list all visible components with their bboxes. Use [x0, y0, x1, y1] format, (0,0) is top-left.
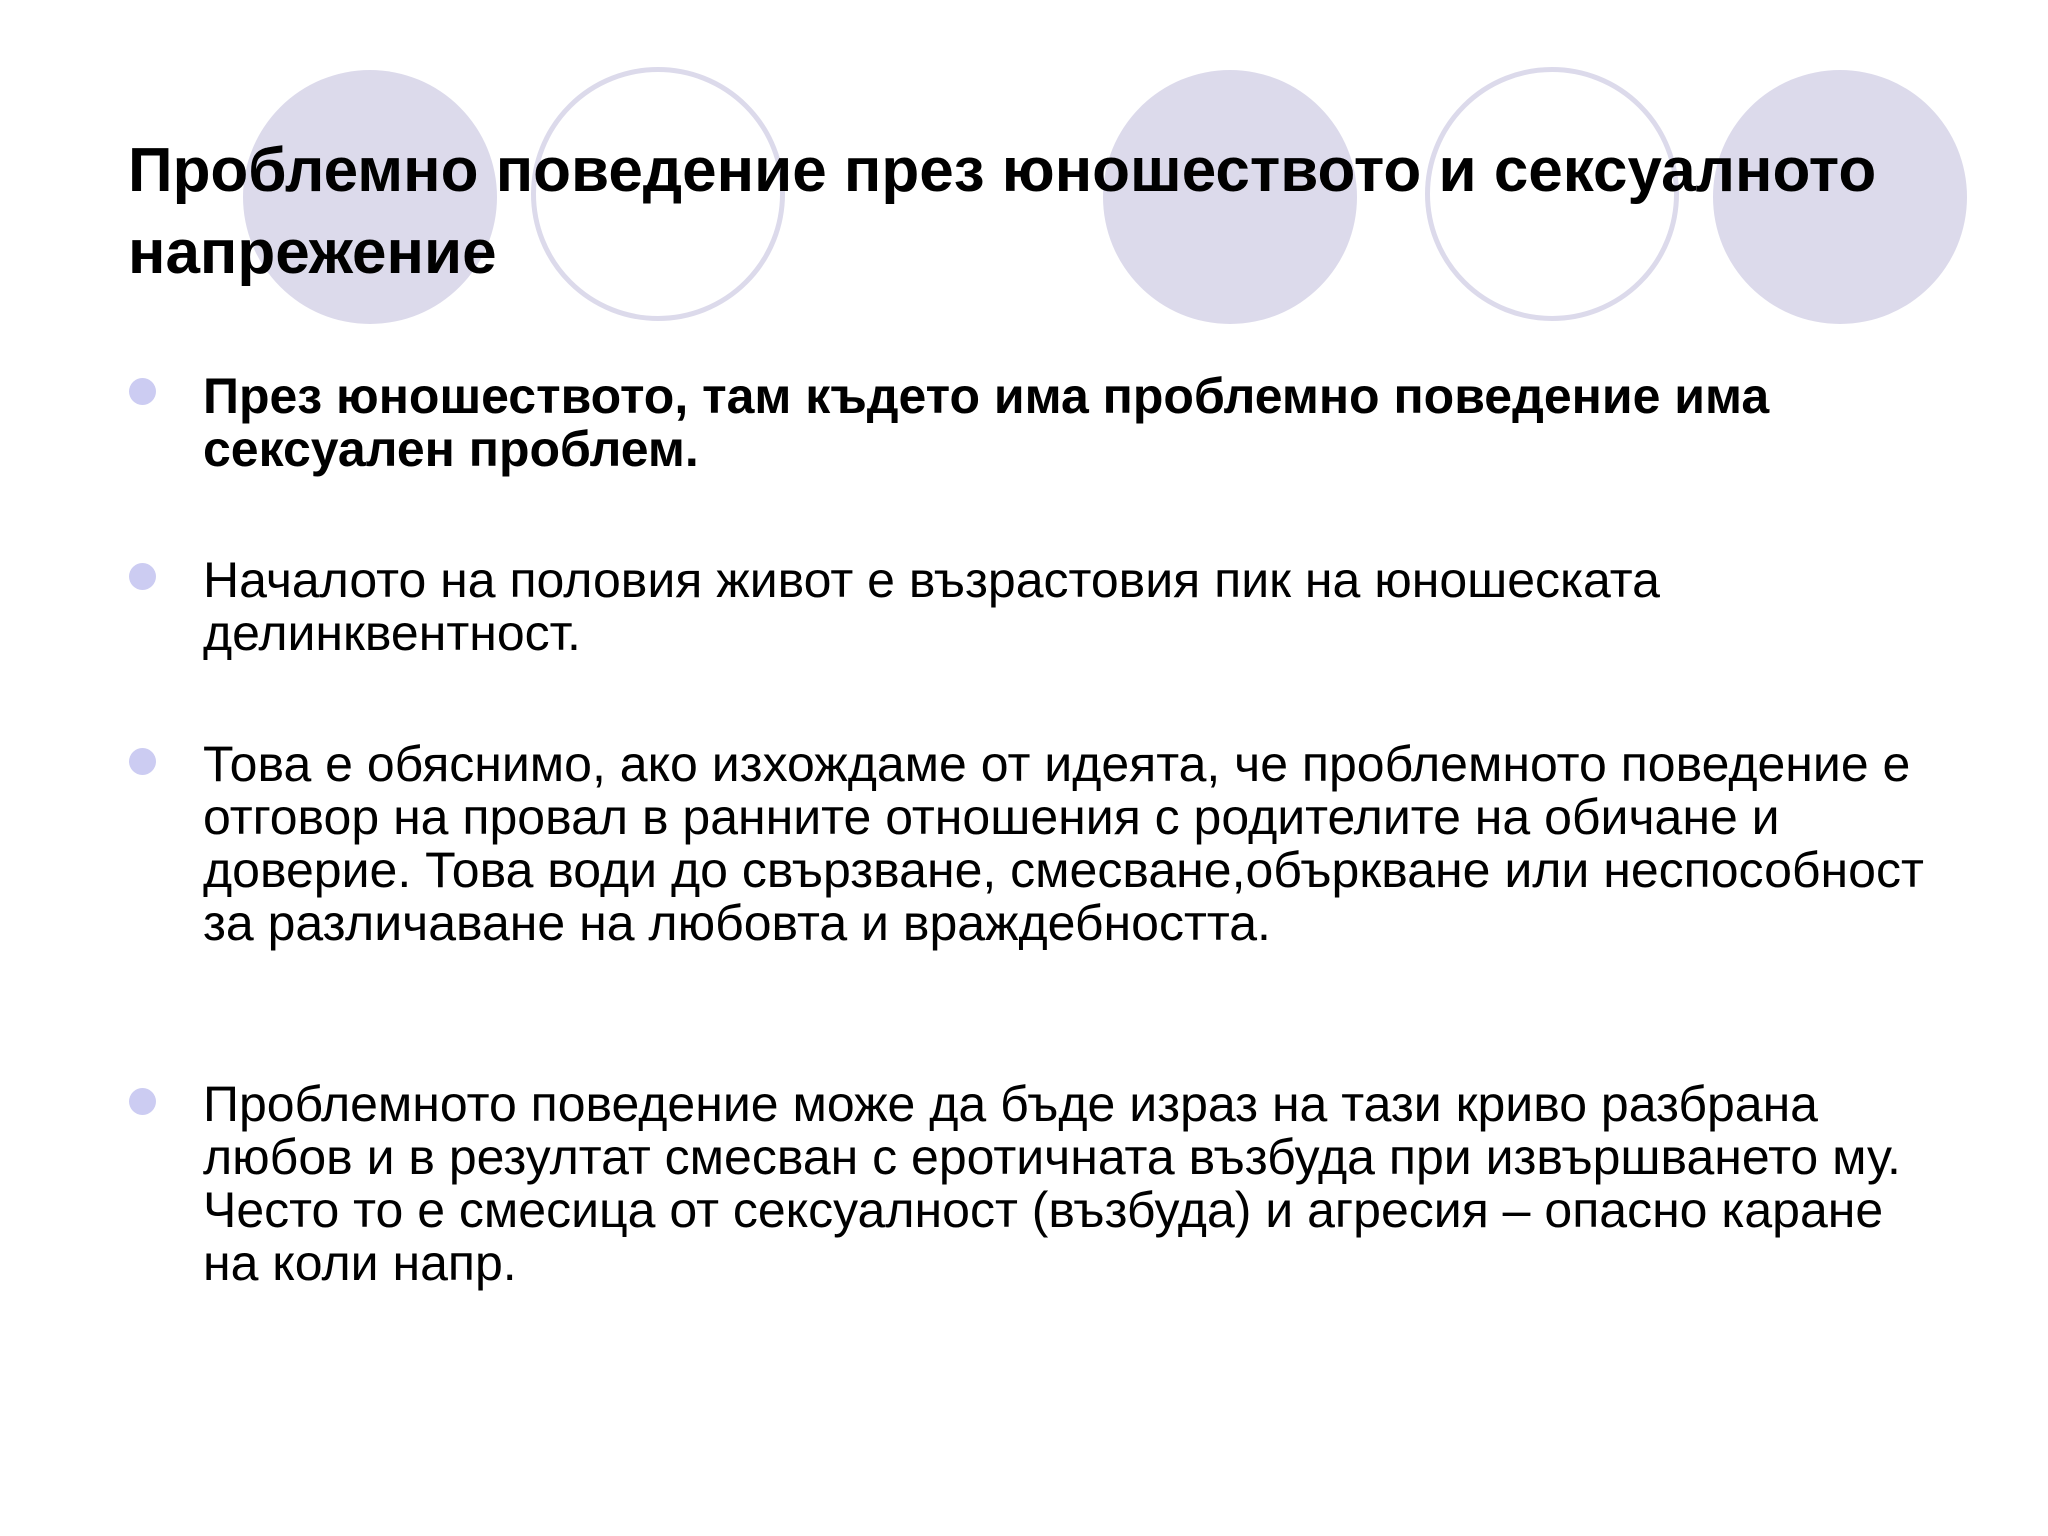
bullet-text: Началото на половия живот е възрастовия пик на юношеската делинквентност.	[203, 552, 1660, 661]
bullet-dot-icon	[129, 378, 156, 405]
bullet-dot-icon	[129, 563, 156, 590]
bullet-dot-icon	[129, 748, 156, 775]
bullet-dot-icon	[129, 1088, 156, 1115]
bullet-text: През юношеството, там където има проблемно поведение има сексуален проблем.	[203, 368, 1770, 477]
slide-title: Проблемно поведение през юношеството и сексуалното напрежение	[128, 136, 1877, 287]
bullet-text: Това е обяснимо, ако изхождаме от идеята, че проблемното поведение е отговор на провал в ранните отношения с родителите на обичане и доверие. Това води до свързване, смесване,объркване или неспособност за различаване на любовта и враждебността.	[203, 736, 1924, 951]
bullet-text: Проблемното поведение може да бъде израз на тази криво разбрана любов и в резултат смесван с еротичната възбуда при извършването му. Често то е смесица от сексуалност (възбуда) и агресия – опасно каране на коли напр.	[203, 1076, 1901, 1291]
